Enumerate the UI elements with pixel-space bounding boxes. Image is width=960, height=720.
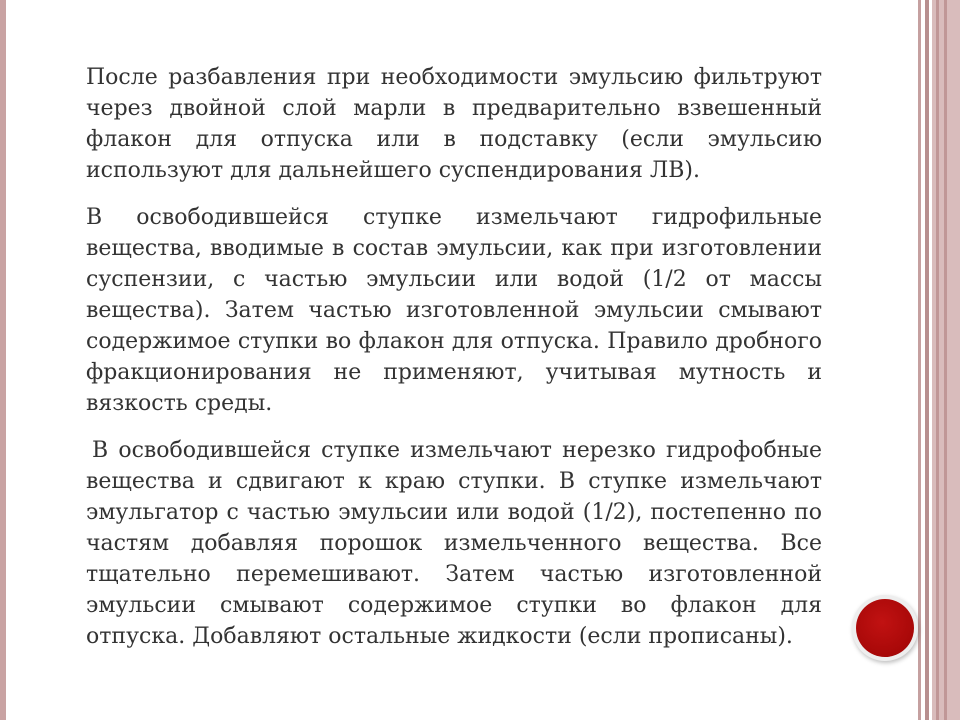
stripe — [936, 0, 939, 720]
left-border-decoration — [0, 0, 6, 720]
right-stripes-decoration — [918, 0, 960, 720]
slide-text-body — [86, 62, 822, 668]
paragraph-hydrophobic: В освободившейся ступке измельчают нерезко гидрофобные вещества и сдвигают к краю ступки. В ступке измельчают эмульгатор с частью эмульсии или водой (1/2), постепенно по частям добавляя порошок измельченного вещества. Все тщательно перемешивают. Затем частью изготовленной эмульсии смывают содержимое ступки во флакон для отпуска. Добавляют остальные жидкости (если прописаны). — [86, 438, 822, 649]
paragraph-filtering: После разбавления при необходимости эмульсию фильтруют через двойной слой марли в предварительно взвешенный флакон для отпуска или в подставку (если эмульсию используют для дальнейшего суспендирования ЛВ). — [86, 65, 822, 183]
red-circle-icon — [856, 599, 914, 657]
stripe — [925, 0, 929, 720]
stripe — [944, 0, 947, 720]
stripe — [918, 0, 921, 720]
paragraph-hydrophilic: В освободившейся ступке измельчают гидрофильные вещества, вводимые в состав эмульсии, как при изготовлении суспензии, с частью эмульсии или водой (1/2 от массы вещества). Затем частью изготовленной эмульсии смывают содержимое ступки во флакон для отпуска. Правило дробного фракционирования не применяют, учитывая мутность и вязкость среды. — [86, 205, 822, 416]
